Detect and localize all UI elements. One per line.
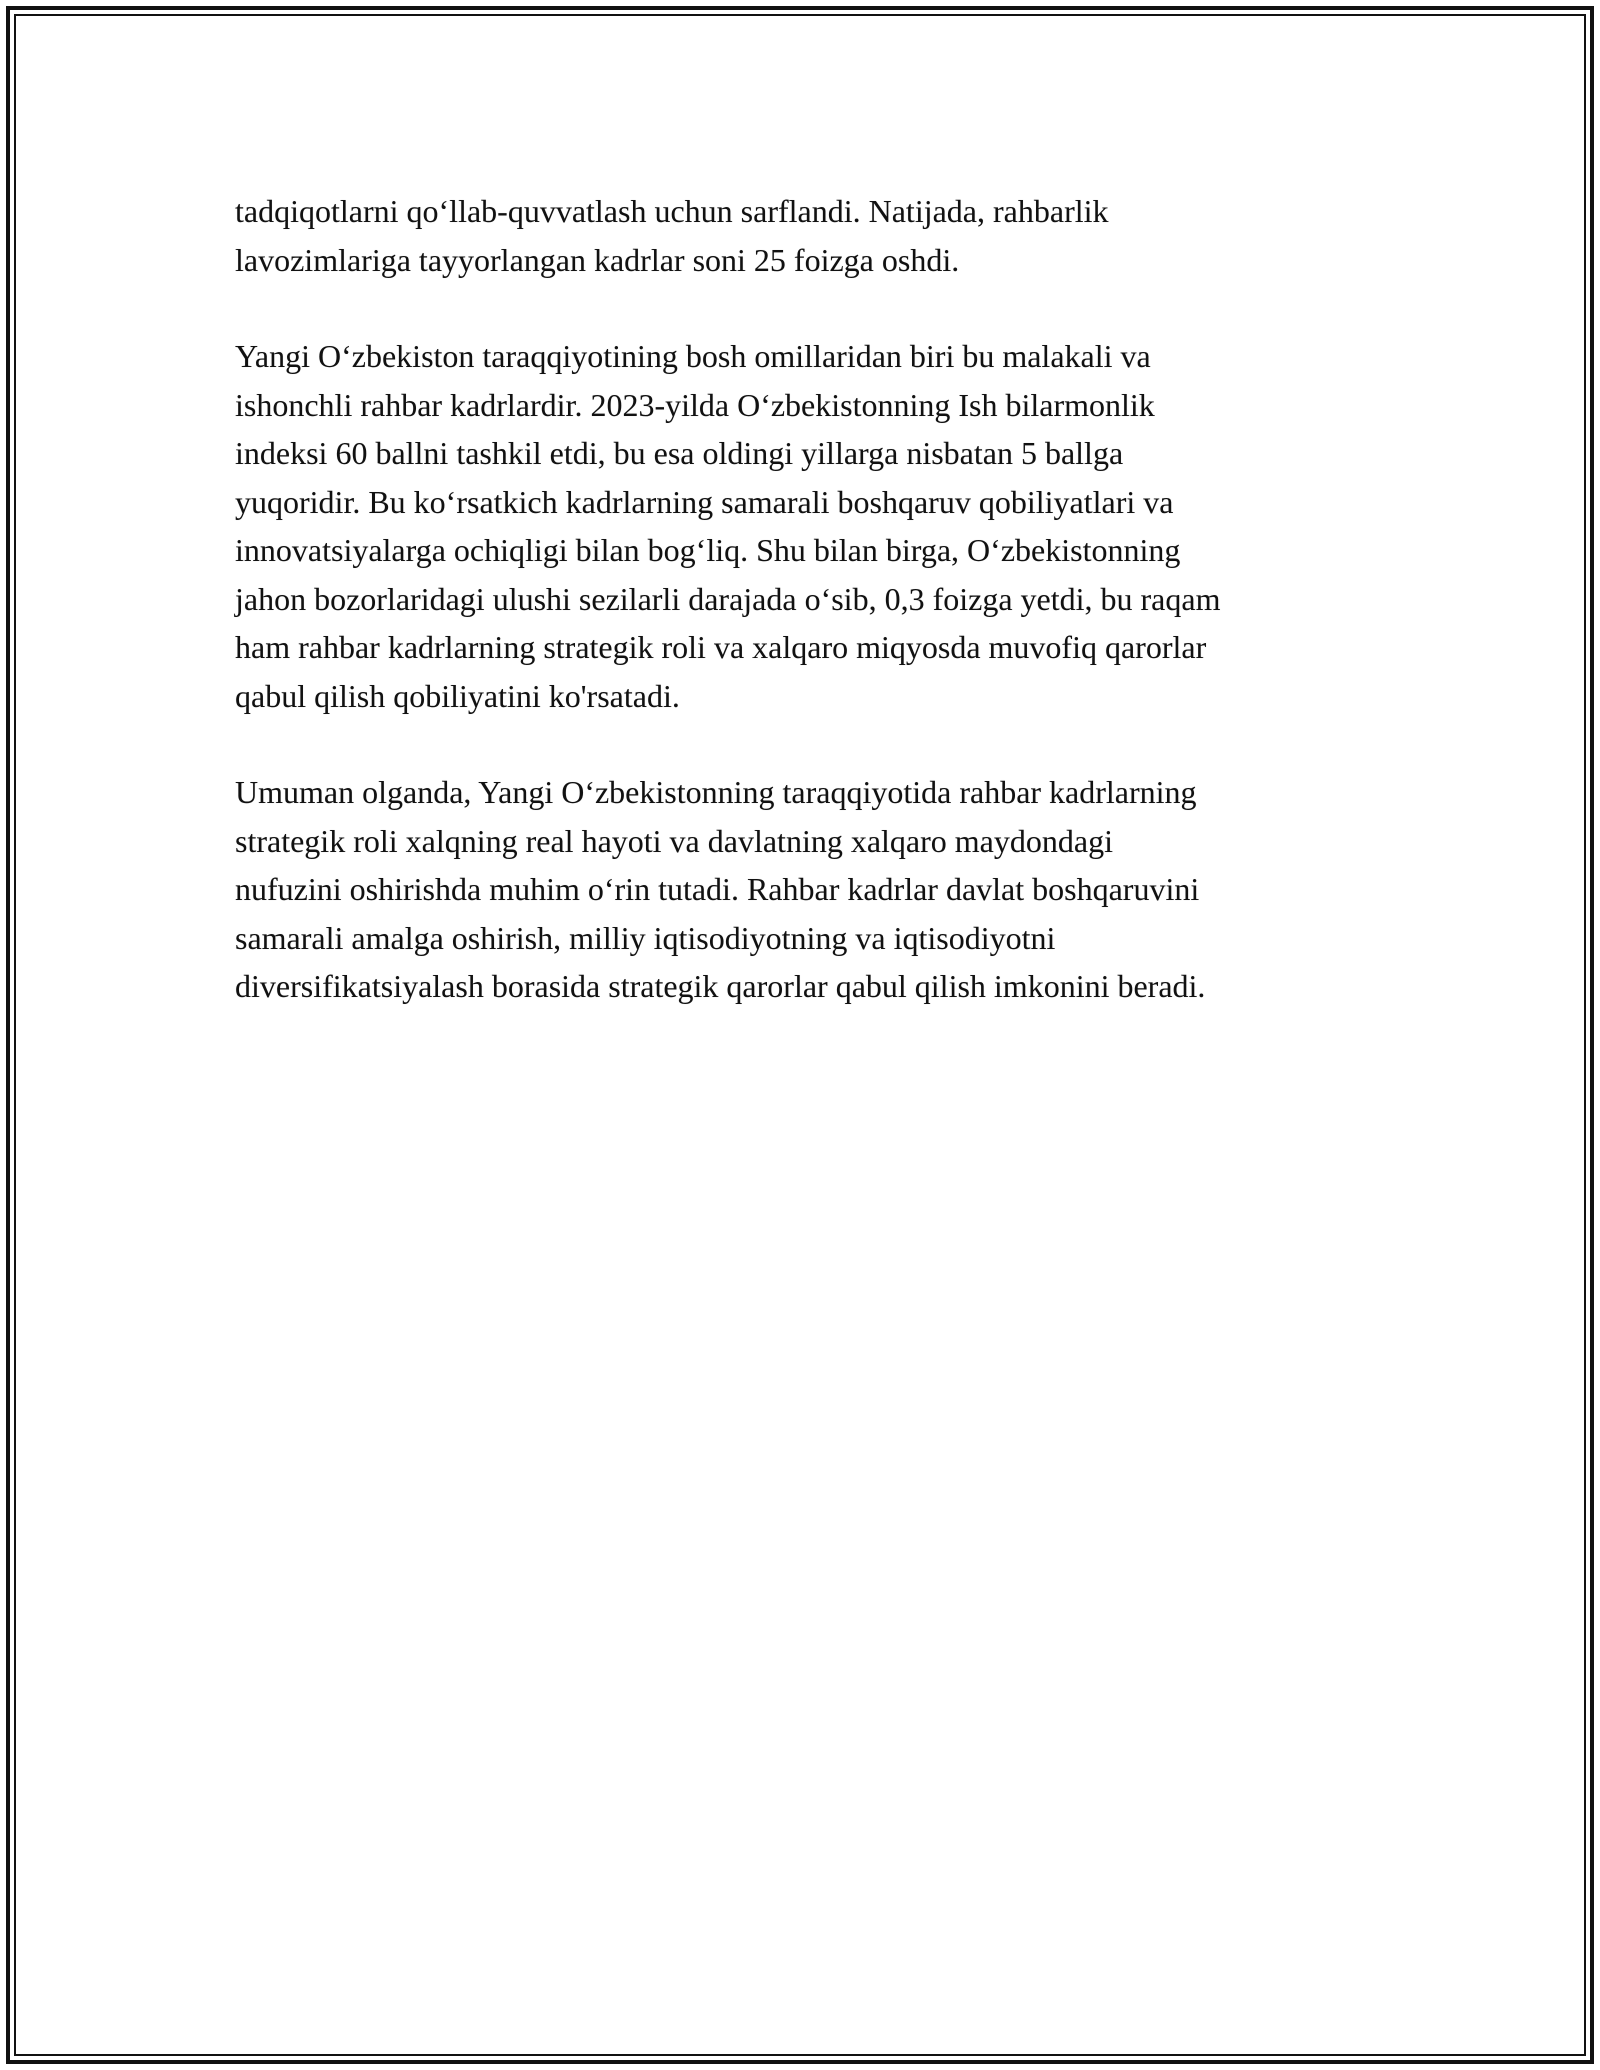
paragraph-leadership-statistics: Yangi O‘zbekiston taraqqiyotining bosh omillaridan biri bu malakali va ishonchli rahbar kadrlardir. 2023-yilda O‘zbekistonning Ish bilarmonlik indeksi 60 ballni tashkil etdi, bu esa oldingi yillarga nisbatan 5 ballga yuqoridir. Bu ko‘rsatkich kadrlarning samarali boshqaruv qobiliyatlari va innovatsiyalarga ochiqligi bilan bog‘liq. Shu bilan birga, O‘zbekistonning jahon bozorlaridagi ulushi sezilarli darajada o‘sib, 0,3 foizga yetdi, bu raqam ham rahbar kadrlarning strategik roli va xalqaro miqyosda muvofiq qarorlar qabul qilish qobiliyatini ko'rsatadi. bbox=[235, 338, 1221, 714]
document-body bbox=[235, 187, 1365, 1059]
paragraph-funding-result: tadqiqotlarni qo‘llab-quvvatlash uchun sarflandi. Natijada, rahbarlik lavozimlariga tayyorlangan kadrlar soni 25 foizga oshdi. bbox=[235, 193, 1109, 278]
paragraph-conclusion: Umuman olganda, Yangi O‘zbekistonning taraqqiyotida rahbar kadrlarning strategik roli xalqning real hayoti va davlatning xalqaro maydondagi nufuzini oshirishda muhim o‘rin tutadi. Rahbar kadrlar davlat boshqaruvini samarali amalga oshirish, milliy iqtisodiyotning va iqtisodiyotni diversifikatsiyalash borasida strategik qarorlar qabul qilish imkonini beradi. bbox=[235, 774, 1206, 1004]
